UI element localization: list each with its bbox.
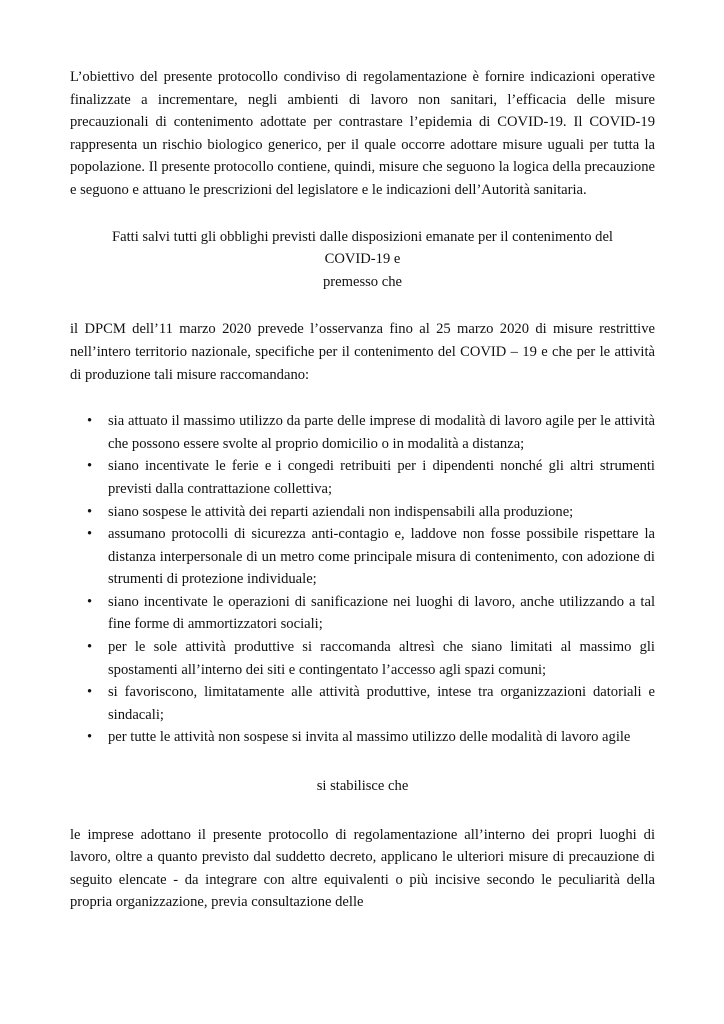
list-item-text: si favoriscono, limitatamente alle attività produttive, intese tra organizzazioni datoriali e sindacali; <box>108 684 655 723</box>
measures-list <box>70 410 655 749</box>
list-item <box>70 501 655 524</box>
bullet-icon: • <box>87 526 93 543</box>
document-page <box>70 66 655 914</box>
spacer <box>70 749 655 775</box>
bullet-icon: • <box>87 503 93 520</box>
list-item <box>70 523 655 591</box>
bullet-icon: • <box>87 729 93 746</box>
closing-paragraph: le imprese adottano il presente protocollo di regolamentazione all’interno dei propri luoghi di lavoro, oltre a quanto previsto dal suddetto decreto, applicano le ulteriori misure di precauzione di seguito elencate - da integrare con altre equivalenti o più incisive secondo le peculiarità della propria organizzazione, previa consultazione delle <box>70 826 655 911</box>
spacer <box>70 293 655 318</box>
stabilisce-heading: si stabilisce che <box>316 778 409 795</box>
list-item <box>70 591 655 636</box>
list-item-text: siano incentivate le ferie e i congedi retribuiti per i dipendenti nonché gli altri strumenti previsti dalla contrattazione collettiva; <box>108 458 655 497</box>
bullet-icon: • <box>87 684 93 701</box>
list-item-text: per tutte le attività non sospese si invita al massimo utilizzo delle modalità di lavoro agile <box>108 729 631 746</box>
list-item <box>70 726 655 749</box>
list-item-text: assumano protocolli di sicurezza anti-contagio e, laddove non fosse possibile rispettare la distanza interpersonale di un metro come principale misura di contenimento, con adozione di strumenti di protezione individuale; <box>108 526 655 588</box>
heading-line-2: COVID-19 e <box>324 251 401 268</box>
list-item <box>70 455 655 500</box>
list-item-text: per le sole attività produttive si raccomanda altresì che siano limitati al massimo gli spostamenti all’interno dei siti e contingentato l’accesso agli spazi comuni; <box>108 639 655 678</box>
bullet-icon: • <box>87 413 93 430</box>
list-item-text: siano incentivate le operazioni di sanificazione nei luoghi di lavoro, anche utilizzando a tal fine forme di ammortizzatori sociali; <box>108 593 655 633</box>
bullet-icon: • <box>87 593 93 610</box>
centered-heading <box>70 226 655 294</box>
dpcm-paragraph: il DPCM dell’11 marzo 2020 prevede l’osservanza fino al 25 marzo 2020 di misure restrittive nell’intero territorio nazionale, specifiche per il contenimento del COVID – 19 e che per le attività di produzione tali misure raccomandano: <box>70 321 655 383</box>
list-item <box>70 636 655 681</box>
list-item <box>70 410 655 455</box>
heading-line-3: premesso che <box>322 273 403 290</box>
list-item-text: siano sospese le attività dei reparti aziendali non indispensabili alla produzione; <box>108 503 574 520</box>
heading-line-1: Fatti salvi tutti gli obblighi previsti dalle disposizioni emanate per il contenimento del <box>112 228 613 245</box>
intro-paragraph: L’obiettivo del presente protocollo condiviso di regolamentazione è fornire indicazioni operative finalizzate a incrementare, negli ambienti di lavoro non sanitari, l’efficacia delle misure precauzionali di contenimento adottate per contrastare l’epidemia di COVID-19. Il COVID-19 rappresenta un rischio biologico generico, per il quale occorre adottare misure uguali per tutta la popolazione. Il presente protocollo contiene, quindi, misure che seguono la logica della precauzione e seguono e attuano le prescrizioni del legislatore e le indicazioni dell’Autorità sanitaria. <box>70 69 655 198</box>
spacer <box>70 202 655 226</box>
spacer <box>70 798 655 824</box>
list-item <box>70 681 655 726</box>
bullet-icon: • <box>87 639 93 656</box>
bullet-icon: • <box>87 458 93 475</box>
spacer <box>70 386 655 410</box>
list-item-text: sia attuato il massimo utilizzo da parte delle imprese di modalità di lavoro agile per le attività che possono essere svolte al proprio domicilio o in modalità a distanza; <box>108 413 655 452</box>
